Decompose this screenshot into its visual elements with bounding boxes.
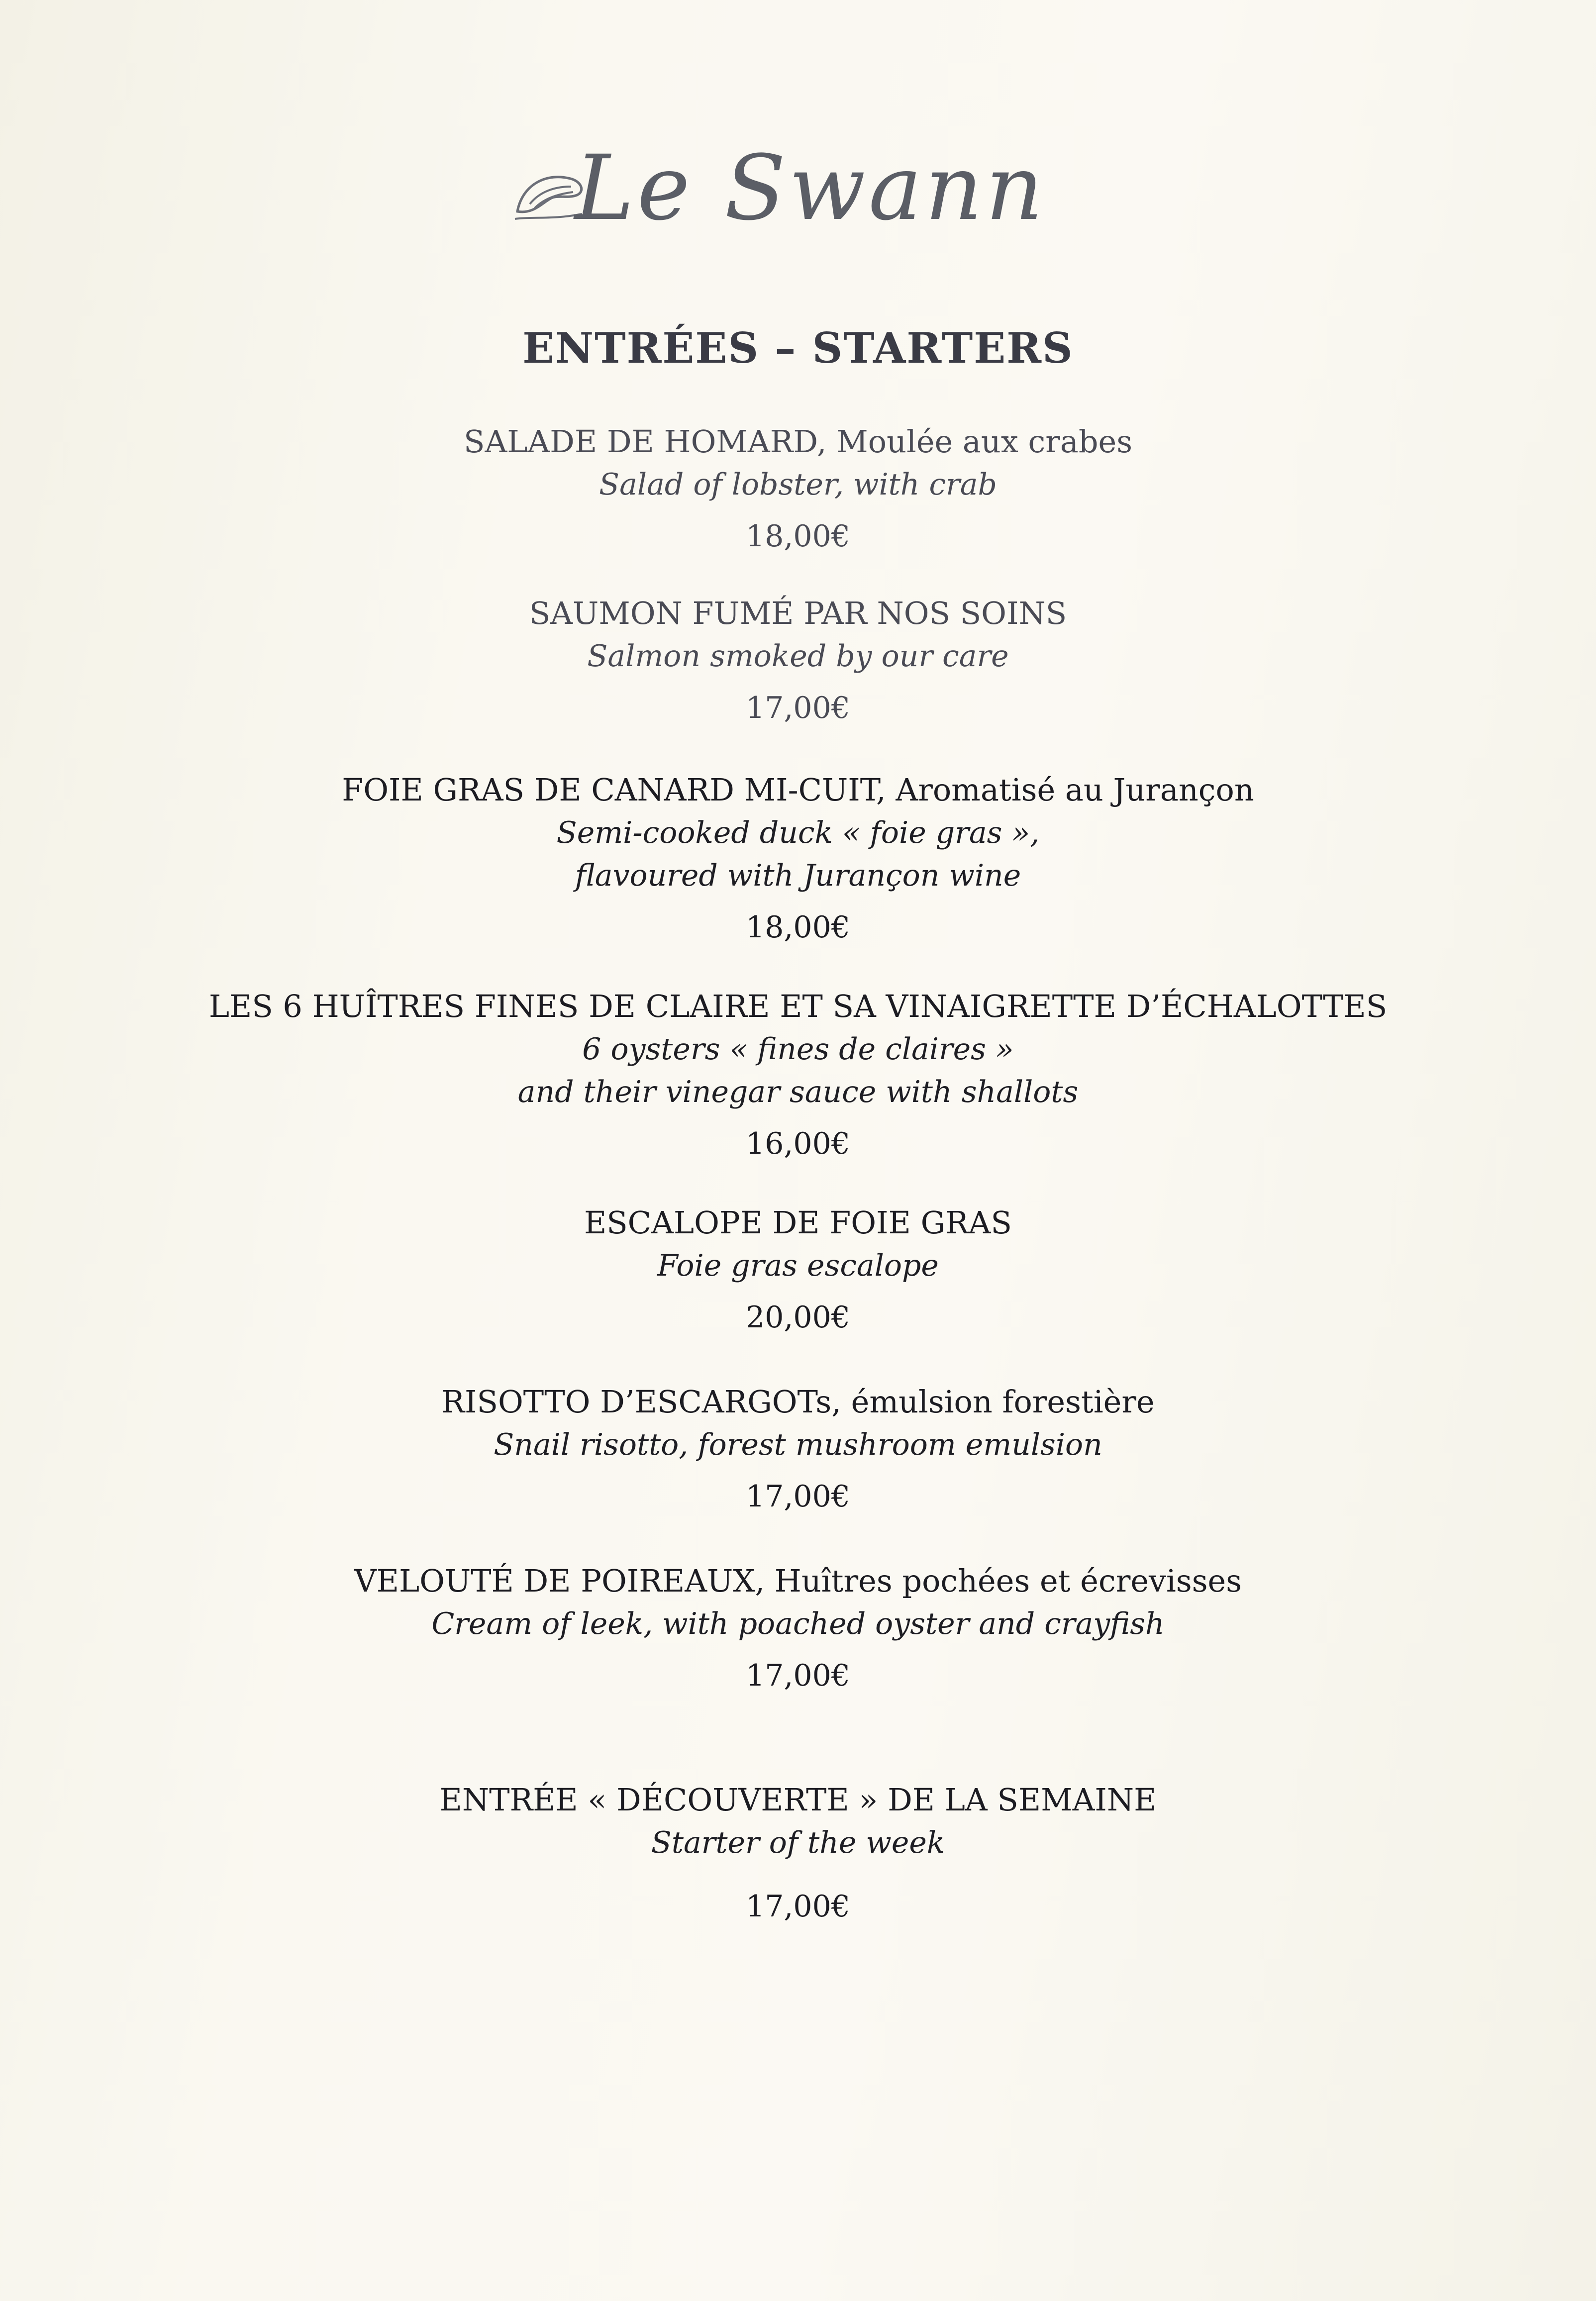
item-description: Salad of lobster, with crab — [599, 467, 997, 502]
item-name: FOIE GRAS DE CANARD MI-CUIT, Aromatisé au Jurançon — [342, 772, 1254, 808]
item-description: Snail risotto, forest mushroom emulsion — [494, 1427, 1102, 1462]
menu-item — [0, 1779, 1596, 1928]
item-name: SALADE DE HOMARD, Moulée aux crabes — [463, 423, 1133, 460]
menu-item — [0, 1560, 1596, 1697]
restaurant-logo — [512, 136, 1090, 259]
item-name: ENTRÉE « DÉCOUVERTE » DE LA SEMAINE — [439, 1782, 1157, 1818]
menu-item — [0, 420, 1596, 558]
item-name: VELOUTÉ DE POIREAUX, Huîtres pochées et écrevisses — [354, 1563, 1242, 1599]
item-price: 18,00€ — [746, 519, 850, 554]
item-description: and their vinegar sauce with shallots — [517, 1075, 1079, 1109]
menu-item — [0, 1201, 1596, 1339]
item-price: 17,00€ — [746, 1889, 850, 1924]
menu-item — [0, 592, 1596, 729]
item-price: 18,00€ — [746, 910, 850, 945]
item-description: Foie gras escalope — [657, 1248, 939, 1283]
item-description: Semi-cooked duck « foie gras », — [556, 815, 1040, 850]
item-price: 17,00€ — [746, 1658, 850, 1693]
menu-item — [0, 1381, 1596, 1518]
item-price: 16,00€ — [746, 1126, 850, 1161]
item-description: Cream of leek, with poached oyster and crayfish — [431, 1606, 1165, 1641]
logo-text: Le Swann — [575, 136, 1046, 240]
item-description: 6 oysters « fines de claires » — [582, 1032, 1014, 1067]
item-price: 17,00€ — [746, 691, 850, 725]
section-title: ENTRÉES – STARTERS — [522, 323, 1074, 373]
item-name: ESCALOPE DE FOIE GRAS — [584, 1204, 1012, 1241]
item-name: LES 6 HUÎTRES FINES DE CLAIRE ET SA VINAIGRETTE D’ÉCHALOTTES — [208, 988, 1388, 1024]
item-description: Salmon smoked by our care — [587, 639, 1009, 674]
item-price: 17,00€ — [746, 1479, 850, 1514]
item-price: 20,00€ — [746, 1300, 850, 1335]
item-name: SAUMON FUMÉ PAR NOS SOINS — [529, 595, 1067, 631]
menu-item — [0, 769, 1596, 949]
item-description: Starter of the week — [651, 1825, 945, 1860]
item-description: flavoured with Jurançon wine — [575, 858, 1021, 893]
menu-item — [0, 985, 1596, 1165]
item-name: RISOTTO D’ESCARGOTs, émulsion forestière — [441, 1384, 1155, 1420]
